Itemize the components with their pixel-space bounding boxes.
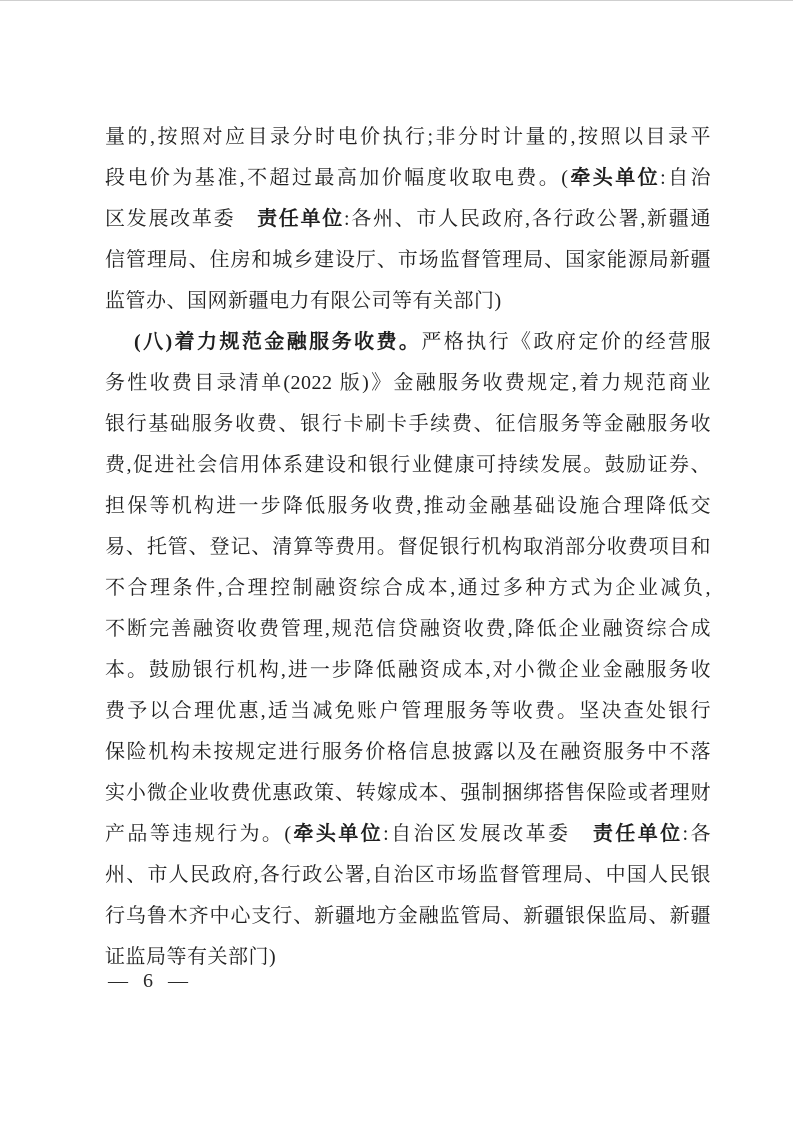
text-segment: 信管理局、住房和城乡建设厅、市场监督管理局、国家能源局新疆 xyxy=(105,249,711,271)
text-line xyxy=(105,404,711,445)
text-segment: 监管办、国网新疆电力有限公司等有关部门) xyxy=(105,290,502,312)
text-segment: ( xyxy=(561,167,569,189)
text-line xyxy=(105,691,711,732)
text-line xyxy=(105,773,711,814)
text-segment: :各州、市人民政府,各行政公署,新疆通 xyxy=(343,208,711,230)
text-segment: 州、市人民政府,各行政公署,自治区市场监督管理局、中国人民银 xyxy=(105,864,711,886)
text-line xyxy=(105,937,711,978)
text-segment: 费,促进社会信用体系建设和银行业健康可持续发展。鼓励证券、 xyxy=(105,454,711,476)
text-segment: 严格执行《政府定价的经营服 xyxy=(421,331,711,353)
text-line xyxy=(105,486,711,527)
text-segment: 区发展改革委 xyxy=(105,208,258,230)
text-segment: 行乌鲁木齐中心支行、新疆地方金融监管局、新疆银保监局、新疆 xyxy=(105,905,711,927)
text-segment: 担保等机构进一步降低服务收费,推动金融基础设施合理降低交 xyxy=(105,495,711,517)
text-line xyxy=(105,445,711,486)
text-line xyxy=(105,199,711,240)
text-line xyxy=(105,814,711,855)
text-segment: 易、托管、登记、清算等费用。督促银行机构取消部分收费项目和 xyxy=(105,536,711,558)
text-segment: 证监局等有关部门) xyxy=(105,946,277,968)
text-segment: 不合理条件,合理控制融资综合成本,通过多种方式为企业减负, xyxy=(105,577,711,599)
text-segment: 牵头单位 xyxy=(568,167,661,189)
text-line xyxy=(105,363,711,404)
text-segment: 务性收费目录清单(2022 版)》金融服务收费规定,着力规范商业 xyxy=(105,372,711,394)
text-segment: 责任单位 xyxy=(257,208,344,230)
text-segment: 保险机构未按规定进行服务价格信息披露以及在融资服务中不落 xyxy=(105,741,711,763)
text-line xyxy=(105,240,711,281)
text-segment: 不断完善融资收费管理,规范信贷融资收费,降低企业融资综合成 xyxy=(105,618,711,640)
text-line xyxy=(105,281,711,322)
text-line xyxy=(105,650,711,691)
text-segment: :自治 xyxy=(660,167,711,189)
text-line xyxy=(105,322,711,363)
page-number: — 6 — xyxy=(108,970,193,992)
text-segment: 责任单位 xyxy=(592,823,683,845)
text-line xyxy=(105,855,711,896)
document-body xyxy=(105,117,711,978)
text-line xyxy=(105,732,711,773)
text-segment: 产品等违规行为。 xyxy=(105,823,285,845)
text-segment: :各 xyxy=(682,823,711,845)
text-line xyxy=(105,568,711,609)
text-segment: 本。鼓励银行机构,进一步降低融资成本,对小微企业金融服务收 xyxy=(105,659,711,681)
text-line xyxy=(105,609,711,650)
text-line xyxy=(105,527,711,568)
text-segment: 量的,按照对应目录分时电价执行;非分时计量的,按照以目录平 xyxy=(105,126,711,148)
text-segment: 银行基础服务收费、银行卡刷卡手续费、征信服务等金融服务收 xyxy=(105,413,711,435)
text-segment: (八)着力规范金融服务收费。 xyxy=(134,331,422,353)
text-segment: 实小微企业收费优惠政策、转嫁成本、强制捆绑搭售保险或者理财 xyxy=(105,782,711,804)
text-segment: 段电价为基准,不超过最高加价幅度收取电费。 xyxy=(105,167,562,189)
text-segment: 牵头单位 xyxy=(291,823,384,845)
text-line xyxy=(105,896,711,937)
text-segment: :自治区发展改革委 xyxy=(383,823,593,845)
text-segment: 费予以合理优惠,适当减免账户管理服务等收费。坚决查处银行 xyxy=(105,700,711,722)
text-segment: ( xyxy=(284,823,292,845)
text-line xyxy=(105,117,711,158)
text-line xyxy=(105,158,711,199)
